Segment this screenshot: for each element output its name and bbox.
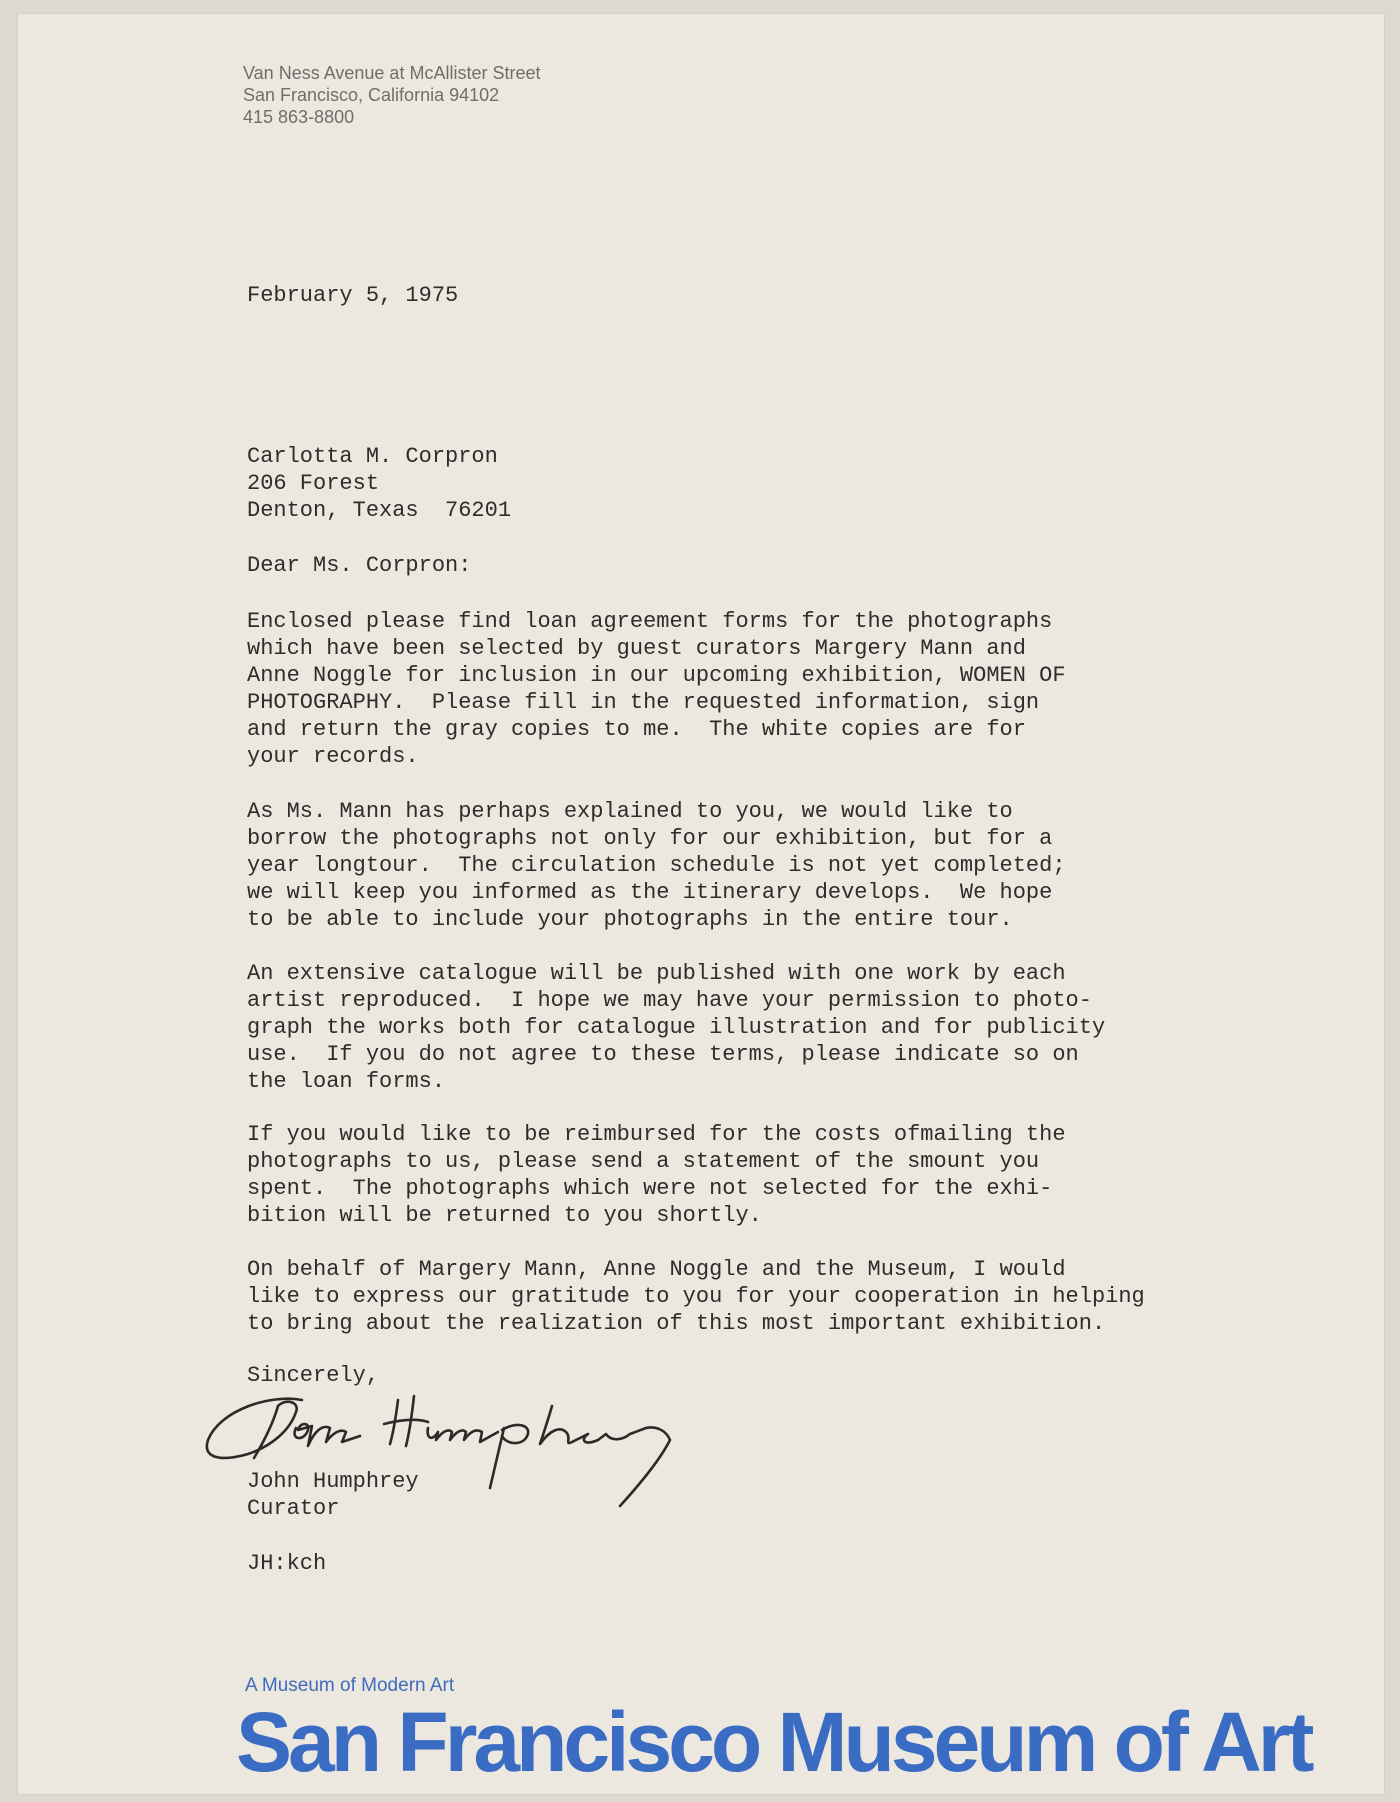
body-paragraph: Enclosed please find loan agreement forms for the photographs which have been selected by guest curators Margery Mann and Anne Noggle for inclusion in our upcoming exhibition, WOMEN OF PHOTOGRAPHY. Please fill in the requested information, sign and return the gray copies to me. The white copies are for your records.: [247, 609, 1066, 769]
letterhead-address: [243, 62, 540, 128]
recipient-street: 206 Forest: [247, 471, 380, 496]
museum-logotype: San Francisco Museum of Art: [236, 1695, 1311, 1789]
letterhead-phone: 415 863-8800: [243, 107, 355, 127]
signer-name: John Humphrey: [247, 1469, 419, 1494]
body-paragraph: On behalf of Margery Mann, Anne Noggle and the Museum, I would like to express our gratitude to you for your cooperation in helping to bring about the realization of this most important exhibition.: [247, 1257, 1145, 1336]
recipient-address: [247, 443, 511, 524]
letterhead-street: Van Ness Avenue at McAllister Street: [243, 63, 541, 83]
letter-date: February 5, 1975: [247, 283, 459, 308]
body-paragraph: As Ms. Mann has perhaps explained to you, we would like to borrow the photographs not only for our exhibition, but for a year longtour. The circulation schedule is not yet completed; we will keep you informed as the itinerary develops. We hope to be able to include your photographs in the entire tour.: [247, 799, 1066, 932]
closing: Sincerely,: [247, 1363, 380, 1388]
reference-initials: JH:kch: [247, 1551, 327, 1576]
signer-title: Curator: [247, 1496, 340, 1521]
body-paragraph: An extensive catalogue will be published with one work by each artist reproduced. I hope we may have your permission to photo- graph the works both for catalogue illustration and for publicity use. If you do not agree to these terms, please indicate so on the loan forms.: [247, 961, 1106, 1094]
recipient-city: Denton, Texas 76201: [247, 498, 512, 523]
body-paragraph: If you would like to be reimbursed for the costs ofmailing the photographs to us, please send a statement of the smount you spent. The photographs which were not selected for the exhi- bition will be returned to you shortly.: [247, 1122, 1066, 1228]
salutation: Dear Ms. Corpron:: [247, 553, 472, 578]
letterhead-city: San Francisco, California 94102: [243, 85, 500, 105]
footer-tagline: A Museum of Modern Art: [245, 1675, 455, 1696]
recipient-name: Carlotta M. Corpron: [247, 444, 498, 469]
